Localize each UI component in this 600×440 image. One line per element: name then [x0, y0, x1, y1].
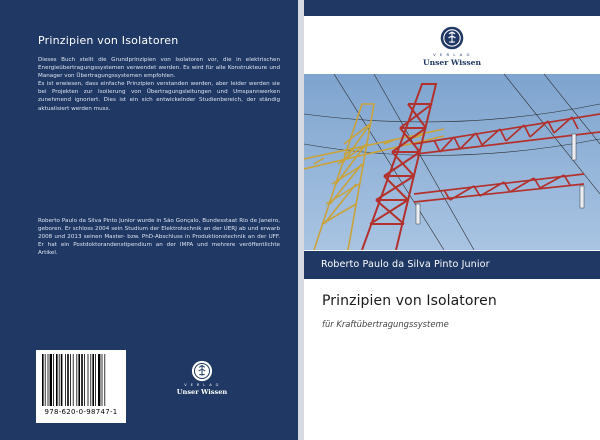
front-author-bar [304, 251, 600, 279]
description-paragraph-1: Dieses Buch stellt die Grundprinzipien von Isolatoren vor, die in elektrischen Energieübertragungssystemen verwendet werden. Es wird für alle Konstrukteure und Manager von Übertragungssystemen empfohlen. [38, 57, 280, 80]
barcode-icon [41, 354, 121, 406]
front-publisher-logo [408, 26, 496, 67]
author-biography: Roberto Paulo da Silva Pinto Junior wurde in São Gonçalo, Bundesstaat Rio de Janeiro, geboren. Er schloss 2004 sein Studium der Elektrotechnik an der UERJ ab und erwarb 2008 und 2013 seinen Master- bzw. PhD-Abschluss in Produktionstechnik an der UFF. Er hat ein Postdoktorandenstipendium an der IMPA und mehrere veröffentlichte Artikel. [38, 218, 280, 257]
front-cover-subtitle: für Kraftübertragungssysteme [322, 319, 449, 329]
cover-photo-transmission-towers [304, 74, 600, 250]
back-cover-description [38, 56, 280, 113]
publisher-logo-icon [191, 360, 213, 382]
publisher-verlag-text: V E R L A G [433, 52, 471, 57]
isbn-number: 978-620-0-98747-1 [44, 408, 118, 416]
front-cover-title: Prinzipien von Isolatoren [322, 293, 497, 309]
back-cover-title: Prinzipien von Isolatoren [38, 34, 179, 47]
back-publisher-logo [172, 360, 232, 396]
publisher-name: Unser Wissen [176, 388, 228, 396]
publisher-verlag-text: V E R L A G [184, 383, 220, 387]
publisher-logo-icon [440, 26, 464, 50]
description-paragraph-2: Es ist erwiesen, dass einfache Prinzipien verstanden werden, aber leider werden sie bei Projekten zur Isolierung von Übertragungsleitungen und Umspannwerken zunehmend ignoriert. Dies ist ein sich entwickelnder Studienbereich, der ständig aktualisiert werden muss. [38, 81, 280, 112]
back-cover [0, 0, 298, 440]
front-cover [304, 0, 600, 440]
front-author-name: Roberto Paulo da Silva Pinto Junior [321, 259, 490, 270]
front-top-band [304, 0, 600, 16]
publisher-name: Unser Wissen [422, 58, 482, 67]
barcode-panel [36, 350, 126, 423]
